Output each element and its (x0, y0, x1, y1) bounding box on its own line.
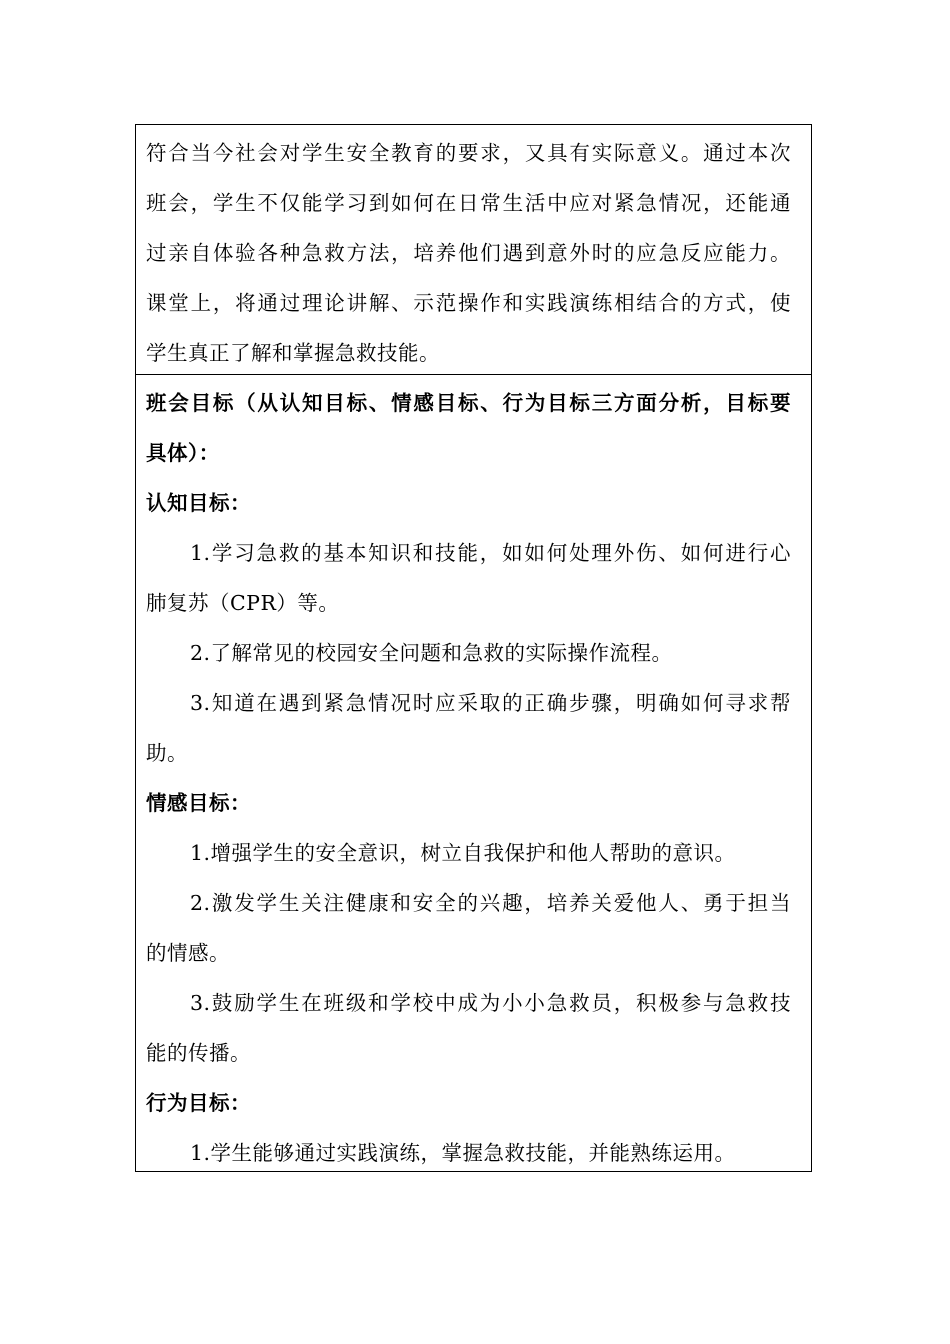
objectives-heading: 具体）： (146, 441, 220, 465)
behavioral-objectives-title: 行为目标： (146, 1091, 251, 1115)
cognitive-item: 肺复苏（CPR）等。 (146, 591, 340, 615)
cognitive-item: 2.了解常见的校园安全问题和急救的实际操作流程。 (190, 641, 673, 665)
background-line: 学生真正了解和掌握急救技能。 (146, 341, 440, 365)
background-line: 班会，学生不仅能学习到如何在日常生活中应对紧急情况，还能通 (146, 191, 791, 215)
emotional-item: 2.激发学生关注健康和安全的兴趣，培养关爱他人、勇于担当 (190, 891, 791, 915)
behavioral-item: 1.学生能够通过实践演练，掌握急救技能，并能熟练运用。 (190, 1141, 736, 1165)
background-line: 符合当今社会对学生安全教育的要求，又具有实际意义。通过本次 (146, 141, 791, 165)
emotional-item: 能的传播。 (146, 1041, 251, 1065)
objectives-cell (136, 375, 811, 1171)
emotional-item: 1.增强学生的安全意识，树立自我保护和他人帮助的意识。 (190, 841, 736, 865)
objectives-heading: 班会目标（从认知目标、情感目标、行为目标三方面分析，目标要 (146, 391, 791, 415)
background-cell (136, 125, 811, 375)
cognitive-item: 3.知道在遇到紧急情况时应采取的正确步骤，明确如何寻求帮 (190, 691, 791, 715)
emotional-item: 的情感。 (146, 941, 230, 965)
cognitive-item: 1.学习急救的基本知识和技能，如如何处理外伤、如何进行心 (190, 541, 791, 565)
background-line: 过亲自体验各种急救方法，培养他们遇到意外时的应急反应能力。 (146, 241, 791, 265)
cognitive-objectives-title: 认知目标： (146, 491, 251, 515)
emotional-item: 3.鼓励学生在班级和学校中成为小小急救员，积极参与急救技 (190, 991, 791, 1015)
background-line: 课堂上，将通过理论讲解、示范操作和实践演练相结合的方式，使 (146, 291, 791, 315)
cognitive-item: 助。 (146, 741, 188, 765)
lesson-plan-table (135, 124, 812, 1172)
emotional-objectives-title: 情感目标： (146, 791, 251, 815)
